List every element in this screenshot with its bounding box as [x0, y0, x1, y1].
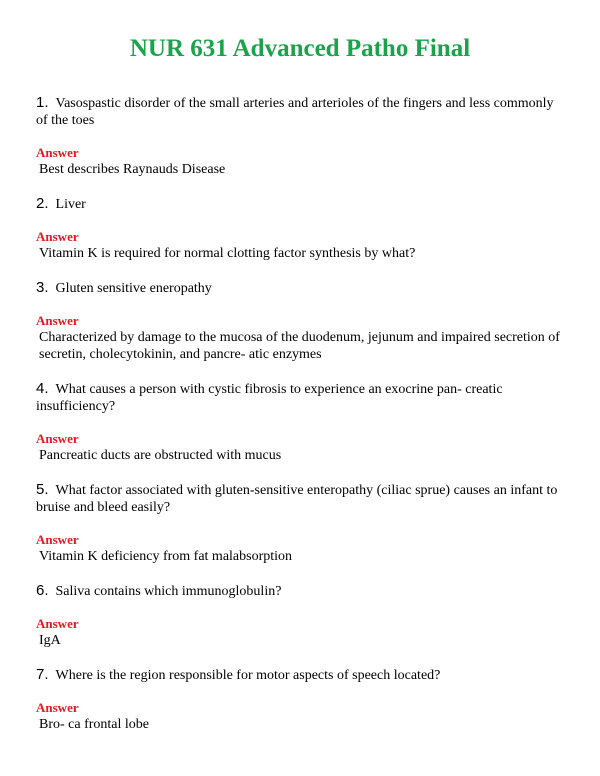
qa-item-3 — [36, 279, 564, 363]
question-number: 6. — [36, 582, 49, 599]
question-text: Vasospastic disorder of the small arteries and arterioles of the fingers and less commonly of the toes — [36, 96, 554, 128]
qa-item-1 — [36, 94, 564, 178]
answer-label: Answer — [36, 313, 79, 328]
qa-item-7 — [36, 666, 564, 733]
qa-item-2 — [36, 195, 564, 262]
answer-label: Answer — [36, 229, 79, 244]
answer-text-7: Bro- ca frontal lobe — [39, 717, 150, 732]
question-4 — [36, 380, 564, 415]
question-number: 1. — [36, 94, 49, 111]
question-number: 4. — [36, 380, 49, 397]
question-number: 2. — [36, 195, 49, 212]
question-number: 7. — [36, 666, 49, 683]
answer-text-4: Pancreatic ducts are obstructed with mucus — [39, 448, 282, 463]
question-6 — [36, 582, 564, 600]
question-text: Liver — [55, 197, 86, 212]
question-number: 3. — [36, 279, 49, 296]
answer-label: Answer — [36, 532, 79, 547]
question-text: What factor associated with gluten-sensitive enteropathy (ciliac sprue) causes an infant to bruise and bleed easily? — [36, 483, 558, 515]
question-5 — [36, 481, 564, 516]
question-number: 5. — [36, 481, 49, 498]
question-7 — [36, 666, 564, 684]
question-text: What causes a person with cystic fibrosis to experience an exocrine pan- creatic insufficiency? — [36, 382, 503, 414]
answer-text-6: IgA — [39, 633, 61, 648]
answer-label: Answer — [36, 616, 79, 631]
question-text: Gluten sensitive eneropathy — [55, 281, 212, 296]
answer-text-2: Vitamin K is required for normal clotting factor synthesis by what? — [39, 246, 416, 261]
answer-text-1: Best describes Raynauds Disease — [39, 162, 226, 177]
question-1 — [36, 94, 564, 129]
question-3 — [36, 279, 564, 297]
qa-item-6 — [36, 582, 564, 649]
answer-label: Answer — [36, 431, 79, 446]
question-text: Saliva contains which immunoglobulin? — [55, 584, 282, 599]
question-2 — [36, 195, 564, 213]
answer-text-3: Characterized by damage to the mucosa of the duodenum, jejunum and impaired secretion of secretin, cholecytokinin, and pancre- atic enzymes — [39, 330, 560, 362]
qa-item-5 — [36, 481, 564, 565]
qa-item-4 — [36, 380, 564, 464]
answer-label: Answer — [36, 145, 79, 160]
answer-label: Answer — [36, 700, 79, 715]
answer-text-5: Vitamin K deficiency from fat malabsorption — [39, 549, 293, 564]
document-title: NUR 631 Advanced Patho Final — [129, 35, 471, 62]
question-text: Where is the region responsible for motor aspects of speech located? — [55, 668, 441, 683]
qa-list — [36, 94, 564, 733]
